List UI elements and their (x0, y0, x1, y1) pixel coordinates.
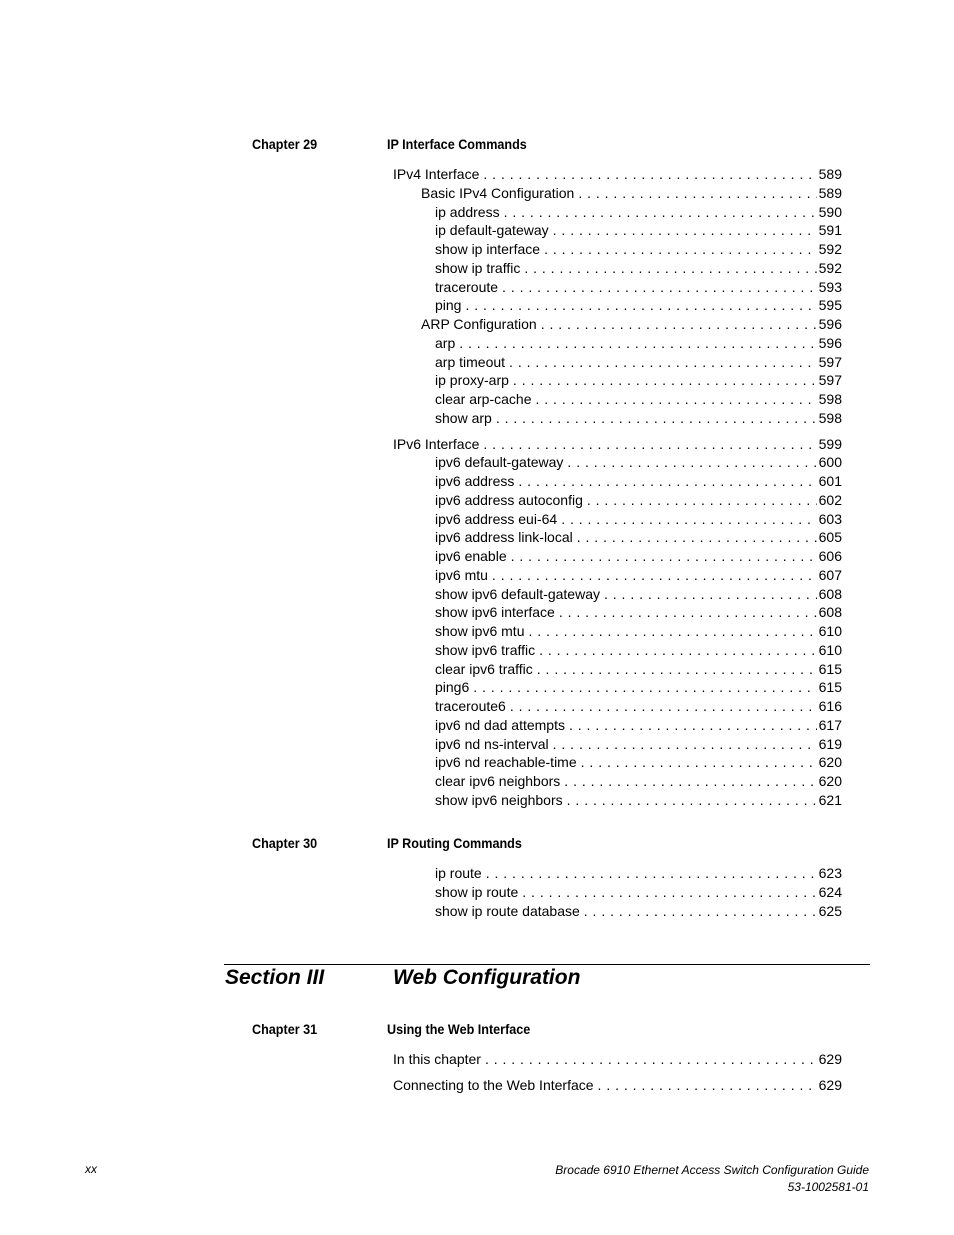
toc-leader-dots (559, 604, 817, 620)
toc-entry[interactable] (435, 604, 842, 622)
toc-entry[interactable] (435, 884, 842, 902)
toc-leader-dots (483, 166, 816, 182)
toc-entry-page: 595 (818, 297, 842, 314)
toc-entry[interactable] (435, 736, 842, 754)
toc-entry-title: ipv6 address eui-64 (435, 510, 558, 527)
toc-entry-page: 625 (818, 902, 842, 919)
toc-entry-title: clear ipv6 traffic (435, 660, 533, 677)
toc-entry-title: Basic IPv4 Configuration (421, 184, 575, 201)
toc-entry[interactable] (435, 222, 842, 240)
toc-entry-title: traceroute (435, 278, 499, 295)
toc-entry[interactable] (435, 297, 842, 315)
toc-entry-page: 629 (818, 1051, 842, 1067)
toc-entry[interactable] (435, 372, 842, 390)
toc-leader-dots (511, 548, 817, 564)
toc-entry-page: 589 (818, 184, 842, 201)
toc-entry[interactable] (435, 335, 842, 353)
toc-leader-dots (513, 372, 817, 388)
toc-entry-page: 589 (818, 166, 842, 182)
toc-entry-page: 615 (818, 679, 842, 696)
toc-entry-title: show ipv6 mtu (435, 623, 525, 639)
chapter-31-title: Using the Web Interface (387, 1021, 531, 1037)
toc-entry[interactable] (435, 241, 842, 259)
toc-entry-page: 616 (818, 698, 842, 714)
toc-entry[interactable] (421, 316, 842, 334)
footer-guide-title: Brocade 6910 Ethernet Access Switch Configuration Guide (555, 1163, 869, 1177)
toc-leader-dots (473, 679, 816, 695)
toc-entry-title: ping (435, 297, 462, 314)
toc-entry-page: 596 (818, 334, 842, 351)
toc-entry-title: traceroute6 (435, 698, 506, 714)
toc-leader-dots (504, 204, 817, 220)
toc-entry-page: 597 (818, 353, 842, 370)
toc-leader-dots (485, 1051, 817, 1067)
toc-entry-title: ip address (435, 203, 500, 220)
toc-entry-title: show ipv6 traffic (435, 641, 536, 658)
toc-entry-page: 624 (818, 883, 842, 900)
toc-leader-dots (561, 511, 816, 527)
toc-entry[interactable] (435, 903, 842, 921)
toc-entry[interactable] (435, 865, 842, 883)
toc-entry[interactable] (435, 548, 842, 566)
section-title: Web Configuration (393, 966, 581, 989)
toc-entry[interactable] (435, 679, 842, 697)
toc-entry-page: 597 (818, 372, 842, 389)
toc-entry[interactable] (435, 204, 842, 222)
toc-leader-dots (567, 792, 817, 808)
toc-entry-title: Connecting to the Web Interface (393, 1077, 594, 1093)
toc-entry-page: 615 (818, 660, 842, 677)
toc-entry[interactable] (435, 642, 842, 660)
toc-entry[interactable] (435, 754, 842, 772)
toc-leader-dots (502, 279, 817, 295)
toc-entry-page: 602 (818, 491, 842, 508)
toc-leader-dots (584, 903, 817, 919)
toc-entry[interactable] (435, 623, 842, 641)
toc-leader-dots (578, 185, 816, 201)
section-divider (224, 964, 870, 965)
toc-entry-page: 608 (818, 604, 842, 621)
chapter-29-title: IP Interface Commands (387, 136, 527, 152)
toc-entry-page: 617 (818, 716, 842, 733)
toc-leader-dots (459, 335, 816, 351)
toc-leader-dots (465, 297, 816, 313)
toc-entry[interactable] (435, 260, 842, 278)
toc-leader-dots (587, 492, 817, 508)
footer-page-number: xx (85, 1162, 97, 1176)
toc-entry-page: 601 (818, 473, 842, 489)
toc-leader-dots (604, 586, 817, 602)
toc-entry-title: ipv6 address autoconfig (435, 491, 583, 508)
toc-entry-page: 606 (818, 548, 842, 564)
footer-doc-number: 53-1002581-01 (787, 1180, 869, 1194)
toc-leader-dots (492, 567, 817, 583)
section-label: Section III (225, 966, 325, 989)
toc-entry-title: ping6 (435, 679, 470, 696)
toc-entry-title: ip route (435, 865, 482, 881)
toc-entry[interactable] (435, 454, 842, 472)
toc-entry-title: ipv6 enable (435, 548, 507, 564)
toc-leader-dots (581, 754, 817, 770)
toc-leader-dots (483, 436, 816, 452)
toc-leader-dots (522, 884, 816, 900)
toc-entry-title: IPv6 Interface (393, 435, 480, 452)
chapter-30-title: IP Routing Commands (387, 835, 522, 851)
toc-entry[interactable] (435, 511, 842, 529)
toc-entry[interactable] (393, 1077, 842, 1095)
toc-leader-dots (496, 410, 817, 426)
toc-entry-page: 608 (818, 585, 842, 602)
toc-entry-page: 629 (818, 1077, 842, 1093)
toc-entry[interactable] (393, 166, 842, 184)
toc-entry-page: 620 (818, 754, 842, 771)
toc-leader-dots (518, 473, 816, 489)
toc-leader-dots (564, 773, 816, 789)
toc-leader-dots (553, 222, 817, 238)
toc-entry[interactable] (435, 792, 842, 810)
chapter-31-label: Chapter 31 (252, 1021, 318, 1037)
toc-entry-title: ip default-gateway (435, 222, 549, 239)
toc-entry-page: 619 (818, 735, 842, 752)
toc-entry-title: In this chapter (393, 1051, 481, 1067)
toc-entry[interactable] (393, 1051, 842, 1069)
toc-entry-title: show ipv6 neighbors (435, 791, 563, 808)
toc-entry-page: 591 (818, 222, 842, 239)
toc-entry-page: 600 (818, 454, 842, 471)
toc-entry[interactable] (393, 436, 842, 454)
toc-entry[interactable] (435, 354, 842, 372)
toc-entry-title: show ip traffic (435, 259, 521, 276)
toc-entry-title: show ip interface (435, 241, 541, 257)
toc-entry-title: show ipv6 default-gateway (435, 585, 600, 602)
toc-entry-title: show ip route database (435, 902, 580, 919)
toc-entry[interactable] (421, 185, 842, 203)
toc-entry-title: clear arp-cache (435, 391, 532, 407)
toc-entry-page: 621 (818, 791, 842, 808)
toc-leader-dots (536, 391, 817, 407)
toc-leader-dots (598, 1077, 817, 1093)
footer-info (555, 1162, 869, 1196)
toc-entry-page: 599 (818, 435, 842, 452)
toc-leader-dots (541, 316, 817, 332)
toc-entry-title: ipv6 address (435, 473, 515, 489)
toc-entry[interactable] (435, 661, 842, 679)
toc-entry-title: show ip route (435, 883, 519, 900)
toc-leader-dots (539, 642, 817, 658)
toc-leader-dots (569, 717, 817, 733)
chapter-30-label: Chapter 30 (252, 835, 318, 851)
toc-entry-title: show ipv6 interface (435, 604, 555, 621)
toc-entry[interactable] (435, 473, 842, 491)
toc-leader-dots (577, 529, 817, 545)
toc-entry[interactable] (435, 492, 842, 510)
toc-entry-page: 592 (818, 241, 842, 257)
toc-entry[interactable] (435, 567, 842, 585)
toc-entry[interactable] (435, 586, 842, 604)
toc-leader-dots (553, 736, 817, 752)
toc-entry-title: ipv6 mtu (435, 566, 488, 583)
toc-entry-title: ipv6 nd ns-interval (435, 735, 549, 752)
toc-entry-page: 590 (818, 203, 842, 220)
toc-leader-dots (509, 354, 817, 370)
toc-entry-title: ipv6 default-gateway (435, 454, 564, 471)
toc-entry-title: ipv6 nd reachable-time (435, 754, 577, 771)
chapter-29-label: Chapter 29 (252, 136, 318, 152)
toc-entry-page: 607 (818, 566, 842, 583)
toc-entry-page: 603 (818, 510, 842, 527)
toc-entry[interactable] (435, 698, 842, 716)
toc-entry-page: 620 (818, 773, 842, 789)
toc-leader-dots (528, 623, 816, 639)
toc-entry[interactable] (435, 279, 842, 297)
toc-entry-page: 610 (818, 623, 842, 639)
toc-entry-page: 598 (818, 391, 842, 407)
toc-leader-dots (486, 865, 817, 881)
toc-entry[interactable] (435, 391, 842, 409)
toc-leader-dots (510, 698, 817, 714)
toc-entry-page: 593 (818, 278, 842, 295)
toc-leader-dots (537, 661, 817, 677)
toc-entry-title: ip proxy-arp (435, 372, 509, 389)
toc-entry-page: 596 (818, 316, 842, 332)
toc-entry-title: show arp (435, 409, 492, 426)
toc-leader-dots (524, 260, 816, 276)
toc-entry[interactable] (435, 717, 842, 735)
toc-entry[interactable] (435, 410, 842, 428)
toc-leader-dots (567, 454, 816, 470)
toc-entry-page: 592 (818, 259, 842, 276)
toc-leader-dots (544, 241, 817, 257)
toc-entry-title: ARP Configuration (421, 316, 537, 332)
toc-entry-page: 623 (818, 865, 842, 881)
toc-entry[interactable] (435, 773, 842, 791)
toc-entry[interactable] (435, 529, 842, 547)
toc-entry-title: arp timeout (435, 353, 506, 370)
toc-entry-title: arp (435, 334, 456, 351)
toc-entry-title: ipv6 address link-local (435, 529, 573, 546)
toc-entry-title: clear ipv6 neighbors (435, 773, 561, 789)
toc-entry-page: 610 (818, 641, 842, 658)
toc-entry-page: 605 (818, 529, 842, 546)
toc-entry-page: 598 (818, 409, 842, 426)
toc-entry-title: ipv6 nd dad attempts (435, 716, 565, 733)
toc-entry-title: IPv4 Interface (393, 166, 480, 182)
